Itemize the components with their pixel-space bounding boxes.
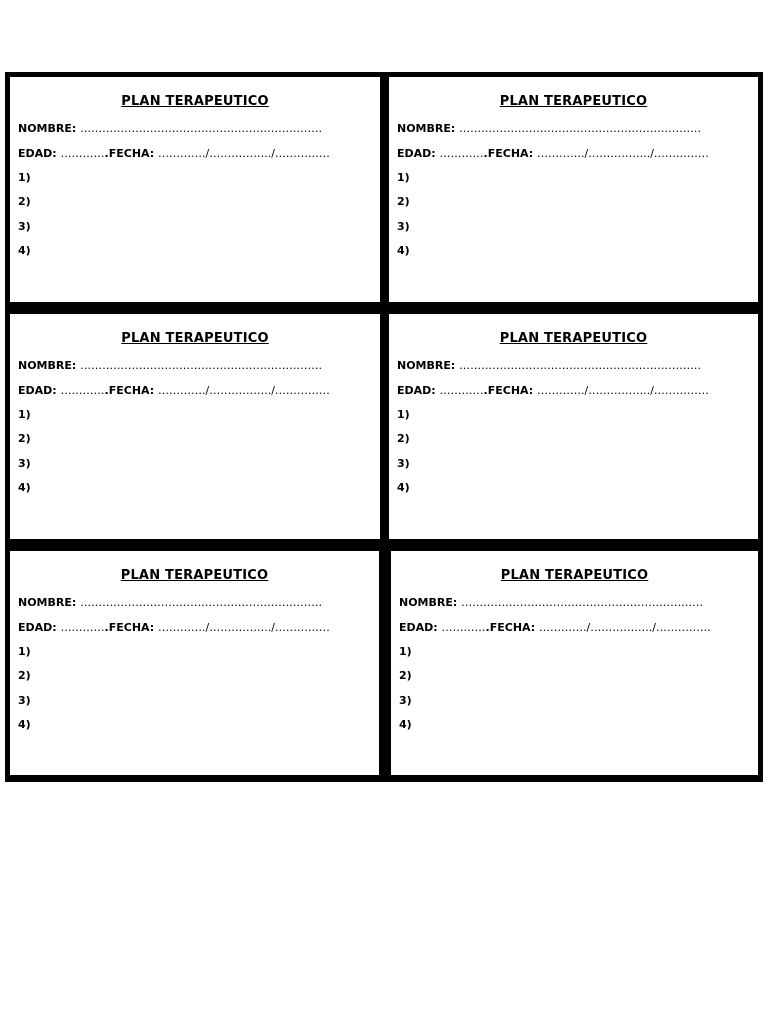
nombre-blank: ………………………………………………………… xyxy=(459,359,702,372)
item-1: 1) xyxy=(397,408,410,421)
edad-fecha-row xyxy=(397,384,709,397)
edad-blank: ………… xyxy=(441,621,486,634)
fecha-label: .FECHA: xyxy=(483,147,534,160)
item-1: 1) xyxy=(397,171,410,184)
edad-label: EDAD: xyxy=(397,384,436,397)
nombre-blank: ………………………………………………………… xyxy=(80,596,323,609)
nombre-label: NOMBRE: xyxy=(399,596,458,609)
card-title: PLAN TERAPEUTICO xyxy=(121,94,269,109)
fecha-blank: …………./……………../…………… xyxy=(539,621,711,634)
card-title: PLAN TERAPEUTICO xyxy=(499,94,648,109)
card-1 xyxy=(10,77,380,302)
fecha-label: .FECHA: xyxy=(485,621,536,634)
card-4 xyxy=(389,314,758,539)
edad-fecha-row xyxy=(18,384,330,397)
fecha-blank: …………./……………../…………… xyxy=(537,147,709,160)
nombre-label: NOMBRE: xyxy=(18,122,77,135)
item-4: 4) xyxy=(18,481,31,494)
fecha-label: .FECHA: xyxy=(104,621,155,634)
item-1: 1) xyxy=(399,645,412,658)
card-title: PLAN TERAPEUTICO xyxy=(121,331,269,346)
nombre-blank: ………………………………………………………… xyxy=(80,359,323,372)
item-4: 4) xyxy=(18,244,31,257)
item-4: 4) xyxy=(397,481,410,494)
fecha-blank: …………./……………../…………… xyxy=(537,384,709,397)
nombre-row xyxy=(18,596,322,609)
item-3: 3) xyxy=(18,457,31,470)
nombre-blank: ………………………………………………………… xyxy=(459,122,702,135)
card-title: PLAN TERAPEUTICO xyxy=(120,568,269,583)
fecha-blank: …………./……………../…………… xyxy=(158,621,330,634)
item-4: 4) xyxy=(399,718,412,731)
item-2: 2) xyxy=(397,195,410,208)
item-2: 2) xyxy=(18,195,31,208)
edad-blank: ………… xyxy=(439,384,484,397)
edad-label: EDAD: xyxy=(18,621,57,634)
edad-fecha-row xyxy=(18,621,330,634)
edad-blank: ………… xyxy=(60,384,105,397)
item-3: 3) xyxy=(18,220,31,233)
edad-label: EDAD: xyxy=(18,384,57,397)
item-1: 1) xyxy=(18,408,31,421)
item-3: 3) xyxy=(399,694,412,707)
nombre-label: NOMBRE: xyxy=(397,122,456,135)
edad-blank: ………… xyxy=(439,147,484,160)
card-title: PLAN TERAPEUTICO xyxy=(500,568,649,583)
edad-blank: ………… xyxy=(60,147,105,160)
item-3: 3) xyxy=(397,220,410,233)
card-6 xyxy=(391,551,758,775)
nombre-row xyxy=(399,596,703,609)
card-5 xyxy=(10,551,379,775)
fecha-label: .FECHA: xyxy=(483,384,534,397)
nombre-label: NOMBRE: xyxy=(18,596,77,609)
nombre-label: NOMBRE: xyxy=(18,359,77,372)
edad-label: EDAD: xyxy=(397,147,436,160)
nombre-row xyxy=(397,359,701,372)
nombre-row xyxy=(18,359,322,372)
edad-fecha-row xyxy=(399,621,711,634)
edad-fecha-row xyxy=(397,147,709,160)
fecha-label: .FECHA: xyxy=(104,384,155,397)
edad-blank: ………… xyxy=(60,621,105,634)
item-4: 4) xyxy=(397,244,410,257)
item-4: 4) xyxy=(18,718,31,731)
item-3: 3) xyxy=(397,457,410,470)
fecha-label: .FECHA: xyxy=(104,147,155,160)
item-3: 3) xyxy=(18,694,31,707)
item-1: 1) xyxy=(18,171,31,184)
edad-fecha-row xyxy=(18,147,330,160)
item-2: 2) xyxy=(18,669,31,682)
nombre-row xyxy=(397,122,701,135)
nombre-blank: ………………………………………………………… xyxy=(80,122,323,135)
card-3 xyxy=(10,314,380,539)
item-2: 2) xyxy=(18,432,31,445)
card-sheet xyxy=(5,72,763,782)
fecha-blank: …………./……………../…………… xyxy=(158,384,330,397)
card-title: PLAN TERAPEUTICO xyxy=(499,331,648,346)
edad-label: EDAD: xyxy=(18,147,57,160)
item-1: 1) xyxy=(18,645,31,658)
nombre-label: NOMBRE: xyxy=(397,359,456,372)
nombre-row xyxy=(18,122,322,135)
card-2 xyxy=(389,77,758,302)
item-2: 2) xyxy=(399,669,412,682)
nombre-blank: ………………………………………………………… xyxy=(461,596,704,609)
item-2: 2) xyxy=(397,432,410,445)
fecha-blank: …………./……………../…………… xyxy=(158,147,330,160)
edad-label: EDAD: xyxy=(399,621,438,634)
